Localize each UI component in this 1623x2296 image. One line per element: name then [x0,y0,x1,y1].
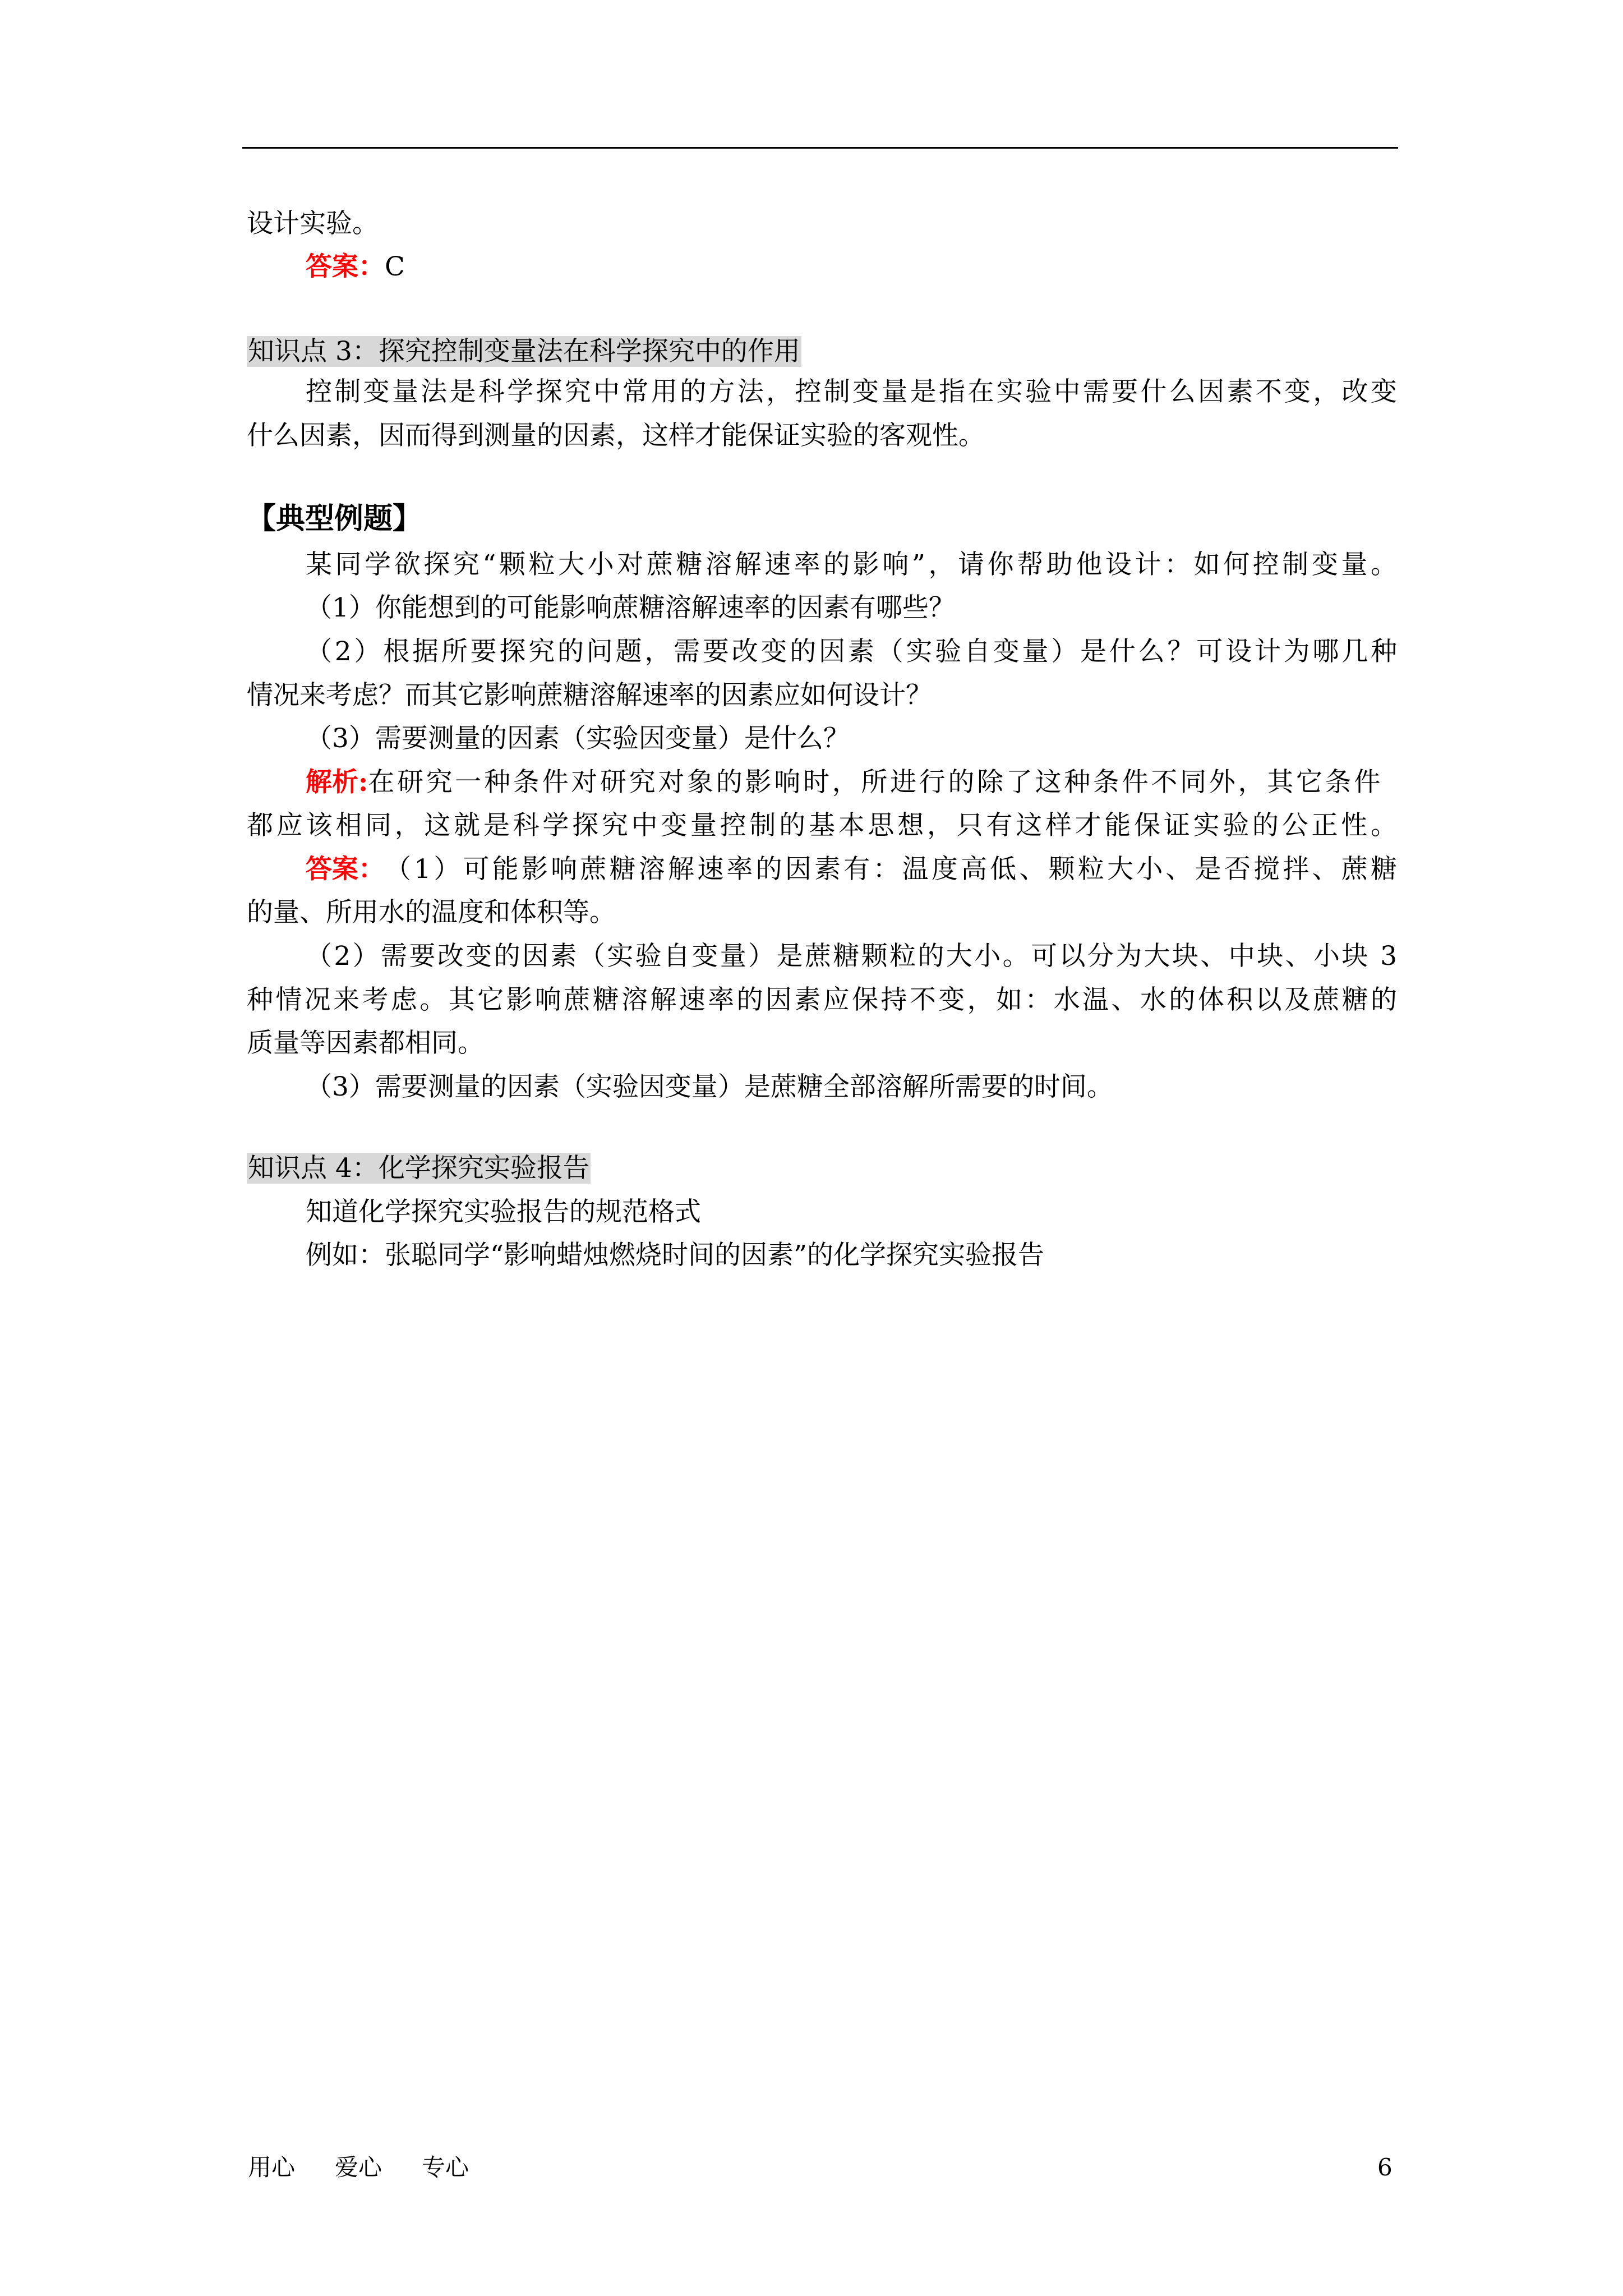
analysis-label: 解析: [306,767,368,798]
paragraph-line: 什么因素，因而得到测量的因素，这样才能保证实验的客观性。 [247,420,985,451]
paragraph-text: 控制变量法是科学探究中常用的方法，控制变量是指在实验中需要什么因素不变，改变 [306,376,1397,407]
paragraph-line [306,376,1397,408]
footer-motto-3: 专心 [422,2154,469,2181]
answer-text: （1）可能影响蔗糖溶解速率的因素有：温度高低、颗粒大小、是否搅拌、蔗糖 [385,854,1397,885]
answer-text: C [385,251,405,282]
paragraph-text: （2）根据所要探究的问题，需要改变的因素（实验自变量）是什么？可设计为哪几种 [306,636,1397,667]
paragraph-text: 种情况来考虑。其它影响蔗糖溶解速率的因素应保持不变，如：水温、水的体积以及蔗糖的 [247,984,1397,1015]
question-1-line: （1）你能想到的可能影响蔗糖溶解速率的因素有哪些？ [306,592,955,623]
knowledge-point-4-title: 知识点 4：化学探究实验报告 [248,1153,589,1184]
paragraph-line [306,940,1397,973]
paragraph-line [306,549,1397,581]
footer-motto-2: 爱心 [335,2154,382,2181]
answer-line [306,251,405,283]
paragraph-line: 设计实验。 [247,208,379,239]
paragraph-line: 情况来考虑？而其它影响蔗糖溶解速率的因素应如何设计？ [247,680,932,711]
paragraph-line: 的量、所用水的温度和体积等。 [247,897,616,928]
knowledge-point-3-heading [247,335,801,368]
answer-line [306,853,1397,886]
paragraph-text: （2）需要改变的因素（实验自变量）是蔗糖颗粒的大小。可以分为大块、中块、小块 3 [306,941,1397,972]
example-section-title: 【典型例题】 [247,501,422,536]
question-2-line [306,636,1397,668]
paragraph-line: （3）需要测量的因素（实验因变量）是蔗糖全部溶解所需要的时间。 [306,1071,1113,1102]
analysis-line [306,766,1380,799]
paragraph-text: 某同学欲探究“颗粒大小对蔗糖溶解速率的影响”，请你帮助他设计：如何控制变量。 [306,549,1397,580]
header-rule [242,147,1398,149]
answer-label: 答案： [306,251,385,282]
analysis-text: 在研究一种条件对研究对象的影响时，所进行的除了这种条件不同外，其它条件 [368,767,1381,798]
knowledge-point-4-heading [247,1152,591,1185]
footer-motto-1: 用心 [248,2154,296,2181]
knowledge-point-3-title: 知识点 3：探究控制变量法在科学探究中的作用 [248,336,800,367]
paragraph-line: 知道化学探究实验报告的规范格式 [306,1197,701,1227]
page-number: 6 [1377,2154,1393,2181]
paragraph-line: 质量等因素都相同。 [247,1028,484,1059]
paragraph-line: 例如：张聪同学“影响蜡烛燃烧时间的因素”的化学探究实验报告 [306,1240,1045,1271]
paragraph-line [247,984,1397,1016]
paragraph-line [247,809,1397,842]
paragraph-text: 都应该相同，这就是科学探究中变量控制的基本思想，只有这样才能保证实验的公正性。 [247,810,1397,841]
question-3-line: （3）需要测量的因素（实验因变量）是什么？ [306,723,850,754]
answer-label: 答案： [306,854,385,885]
